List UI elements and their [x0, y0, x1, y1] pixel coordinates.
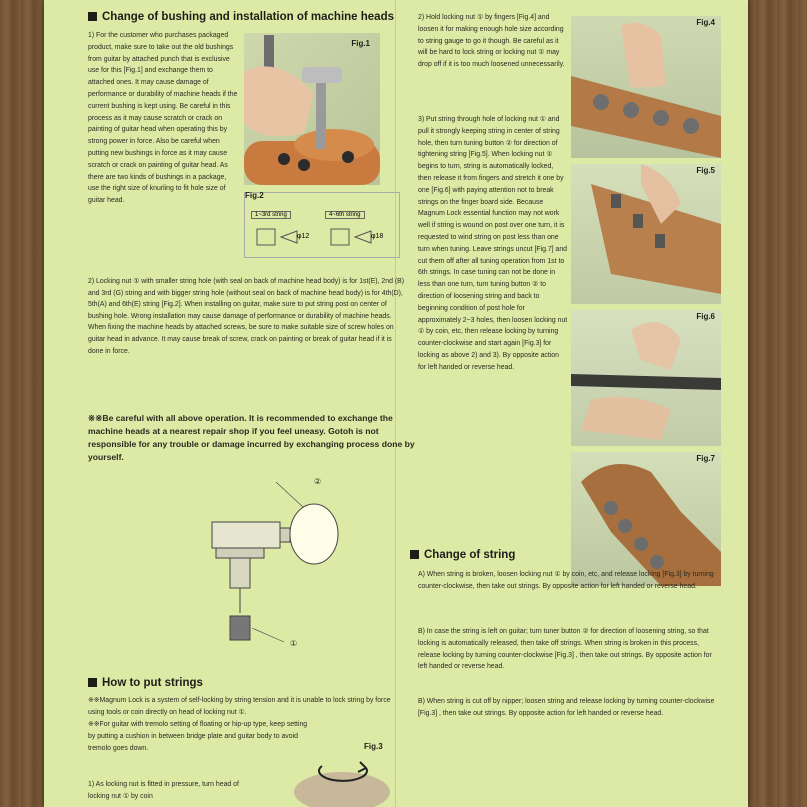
section-2-step-1: 1) As locking nut is fitted in pressure, turn head of locking nut ① by coin [88, 781, 239, 800]
section-1-para-2: 2) Locking nut ① with smaller string hole (with seal on back of machine head body) is for 1st(E), 2nd (B) and 3rd (G) string and with bigger string hole (without seal on back of machine head body) is for 4th(D), 5th(A) and 6th(E) string [Fig.2]. When installing on guitar, make sure to put string post on center of bushing hole. Wrong installation may cause damage of performance or durability of machine heads. When fixing the machine heads by attached screws, be sure to make suitable size of screw holes on guitar head in advance. It may cause break of screw, crack on painting or break of guitar head if it is done in force. [88, 278, 405, 355]
fig2-large-label: 4~6th string [325, 211, 365, 219]
fig3-coin-rotation-icon [282, 752, 392, 807]
fig1-label: Fig.1 [351, 39, 370, 48]
fig6-label: Fig.6 [696, 312, 715, 321]
fig4-label: Fig.4 [696, 18, 715, 27]
section-1-warning: ※※Be careful with all above operation. It is recommended to exchange the machine heads at a nearest repair shop if you feel uneasy. Gotoh is not responsible for any trouble or damage incurred by exchanging process done by yourself. [88, 413, 415, 462]
step-3-text: 3) Put string through hole of locking nut ① and pull it strongly keeping string in center of string hole, then turn tuning button ② for direction of tightening string [Fig.5]. When locking nut ① begins to turn, string is automatically locked, then release it from fingers and stretch it one by one [Fig.6] with paying attention not to break strings on the finger board side. Because Magnum Lock essential function may not work well if string is wound on post over one turn, it is requested to wind string on post less than one turn when tuning. Leave strings uncut [Fig.7] and cut them off after all tuning operation from 1st to 6th strings. In case tuning can not be done in less than one turn, turn tuning button ② to direction of loosening string and back to beginning condition of post hole for approximately 2~3 holes, then loosen locking nut ① by coin, etc, then release locking by turning counter-clockwise and start again [Fig.3] for locking as above 2) and 3). By opposite action for left handed or reverse head. [418, 116, 568, 371]
instruction-sheet [44, 0, 748, 807]
section-2-title: How to put strings [102, 677, 203, 689]
section-3-item-a: A) When string is broken, loosen locking nut ① by coin, etc, and release locking [Fig.3] by turning counter-clockwise, then take out strings. By opposite action for left handed or reverse head. [418, 571, 714, 590]
fig4-headstock-illustration [571, 16, 721, 158]
fig2-small-label: 1~3rd string [251, 211, 291, 219]
section-3-title: Change of string [424, 549, 516, 561]
fig3-label: Fig.3 [364, 742, 383, 751]
section-1-title: Change of bushing and installation of machine heads [102, 11, 394, 23]
fig1-photo [244, 33, 380, 185]
fig7-photo [571, 452, 721, 586]
fig5-photo [571, 164, 721, 304]
bullet-square-icon [410, 550, 419, 559]
fig2-small-size: φ12 [297, 233, 310, 240]
fig5-tightening-illustration [571, 164, 721, 304]
step-2-text: 2) Hold locking nut ① by fingers [Fig.4] and loosen it for making enough hole size according to string gauge to go it though. Be careful as it will be hard to lock string or locking nut ① may drop off if it is too much loosened unnecessarily. [418, 14, 565, 69]
section-1-para-1: 1) For the customer who purchases packaged product, make sure to take out the old bushings from guitar by attached punch that is exclusive use for this [Fig.1] and exchange them to attached ones. It may cause damage of performance or durability of machine heads if the current bushing is kept using. Be careful in this process as it may cause scratch or crack on painting of guitar head when operating this by strong power in force. Also be careful when putting new bushings in force as it may cause scratch or crack on painting of guitar head. As there are two kinds of bushings in a package, use the right size of knurling to fit hole size of guitar head. [88, 32, 238, 205]
fig4-photo [571, 16, 721, 158]
fig5-label: Fig.5 [696, 166, 715, 175]
fig6-photo [571, 310, 721, 446]
bullet-square-icon [88, 12, 97, 21]
section-1-heading [88, 10, 428, 25]
fig2-large-size: φ18 [371, 233, 384, 240]
section-3-item-b: B) In case the string is left on guitar; turn tuner button ② for direction of loosening string, so that locking is automatically released, then take off strings. When string is broken in this process, release locking by turning counter-clockwise [Fig.3] , then take out strings. By opposite action for left handed or reverse head. [418, 628, 712, 671]
section-2-note-1: ※※Magnum Lock is a system of self-locking by string tension and it is unable to lock string by force using tools or coin directly on head of locking nut ①. [88, 697, 391, 716]
fig7-headstock-illustration [571, 452, 721, 586]
section-2-note-2: ※※For guitar with tremolo setting of floating or hip-up type, keep setting by putting a cushion in between bridge plate and guitar body to avoid tremolo goes down. [88, 721, 308, 752]
section-2-heading [88, 676, 428, 691]
fig7-label: Fig.7 [696, 454, 715, 463]
fig2-box [244, 192, 400, 258]
fig2-label: Fig.2 [245, 191, 264, 200]
section-3-item-c: B) When string is cut off by nipper; loosen string and release locking by turning counter-clockwise [Fig.3] , then take out strings. By opposite action for left handed or reverse head. [418, 698, 715, 717]
fig6-stretching-illustration [571, 310, 721, 446]
section-3-heading [410, 548, 610, 563]
fig1-hammer-illustration [244, 33, 380, 185]
diagram-label-locking-nut: ① [290, 639, 298, 648]
diagram-label-tuning-button: ② [314, 477, 322, 486]
bullet-square-icon [88, 678, 97, 687]
machine-head-diagram [194, 478, 374, 658]
